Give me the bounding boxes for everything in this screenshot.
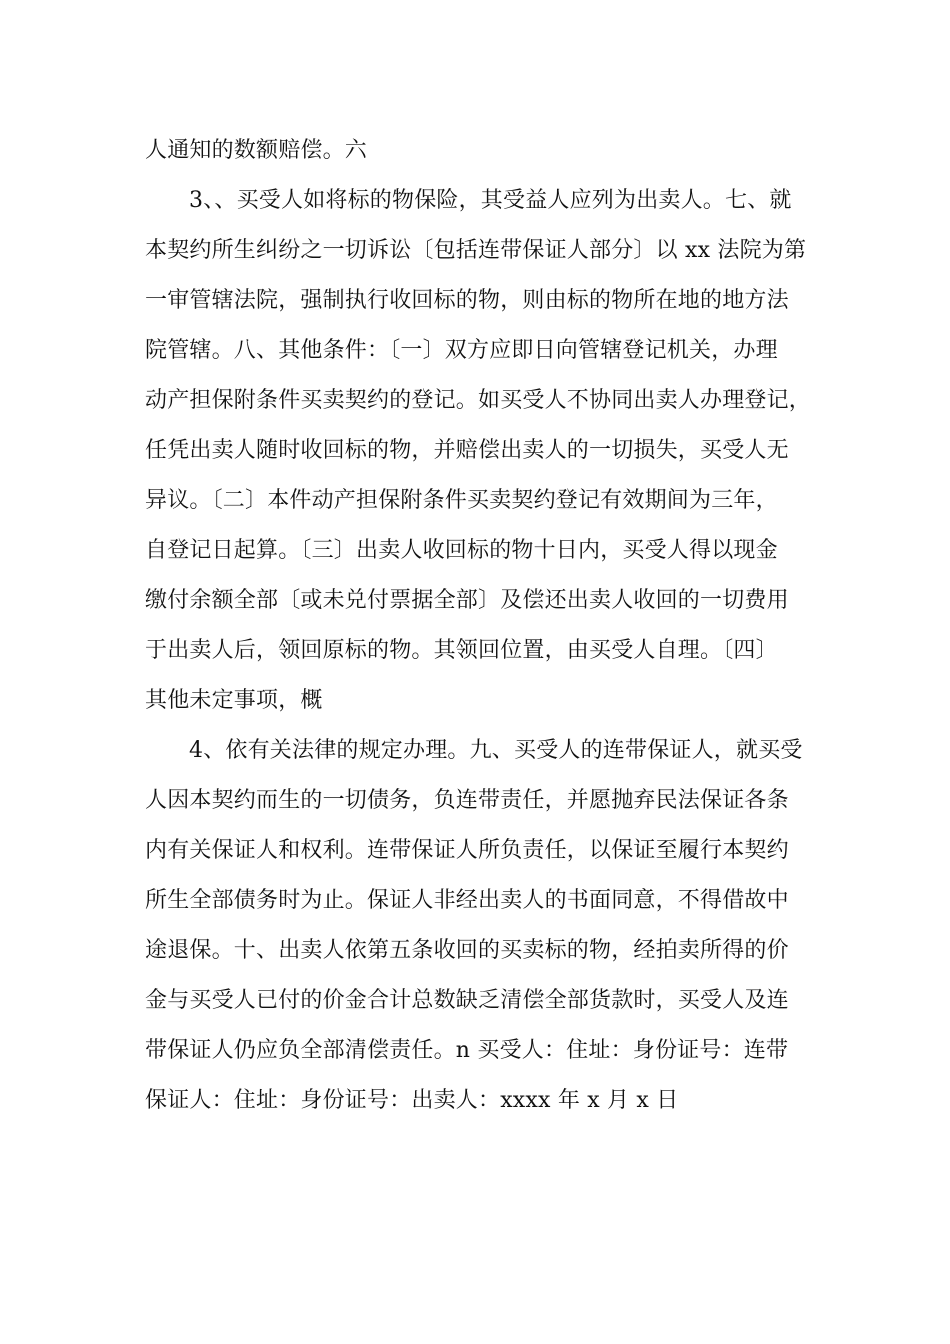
text-line-19: 带保证人仍应负全部清偿责任。n 买受人：住址：身份证号：连带 [145, 1038, 789, 1063]
text-line-2: 3、、买受人如将标的物保险，其受益人应列为出卖人。七、就 [189, 188, 792, 213]
text-line-6: 动产担保附条件买卖契约的登记。如买受人不协同出卖人办理登记， [145, 388, 812, 413]
text-line-11: 于出卖人后，领回原标的物。其领回位置，由买受人自理。〔四〕 [145, 638, 778, 663]
text-line-18: 金与买受人已付的价金合计总数缺乏清偿全部货款时，买受人及连 [145, 988, 789, 1013]
text-line-16: 所生全部债务时为止。保证人非经出卖人的书面同意，不得借故中 [145, 888, 789, 913]
text-line-14: 人因本契约而生的一切债务，负连带责任，并愿抛弃民法保证各条 [145, 788, 789, 813]
text-line-17: 途退保。十、出卖人依第五条收回的买卖标的物，经拍卖所得的价 [145, 938, 789, 963]
text-line-9: 自登记日起算。〔三〕出卖人收回标的物十日内，买受人得以现金 [145, 538, 778, 563]
text-line-20: 保证人：住址：身份证号：出卖人：xxxx 年 x 月 x 日 [145, 1088, 679, 1113]
text-line-15: 内有关保证人和权利。连带保证人所负责任，以保证至履行本契约 [145, 838, 789, 863]
text-line-7: 任凭出卖人随时收回标的物，并赔偿出卖人的一切损失，买受人无 [145, 438, 789, 463]
text-line-5: 院管辖。八、其他条件：〔一〕双方应即日向管辖登记机关，办理 [145, 338, 778, 363]
text-line-3: 本契约所生纠纷之一切诉讼〔包括连带保证人部分〕以 xx 法院为第 [145, 238, 807, 263]
text-line-4: 一审管辖法院，强制执行收回标的物，则由标的物所在地的地方法 [145, 288, 789, 313]
text-line-13: 4、依有关法律的规定办理。九、买受人的连带保证人，就买受 [189, 738, 803, 763]
text-line-1: 人通知的数额赔偿。六 [145, 138, 368, 163]
text-line-8: 异议。〔二〕本件动产担保附条件买卖契约登记有效期间为三年， [145, 488, 778, 513]
text-line-12: 其他未定事项，概 [145, 688, 323, 713]
text-line-10: 缴付余额全部〔或未兑付票据全部〕及偿还出卖人收回的一切费用 [145, 588, 789, 613]
